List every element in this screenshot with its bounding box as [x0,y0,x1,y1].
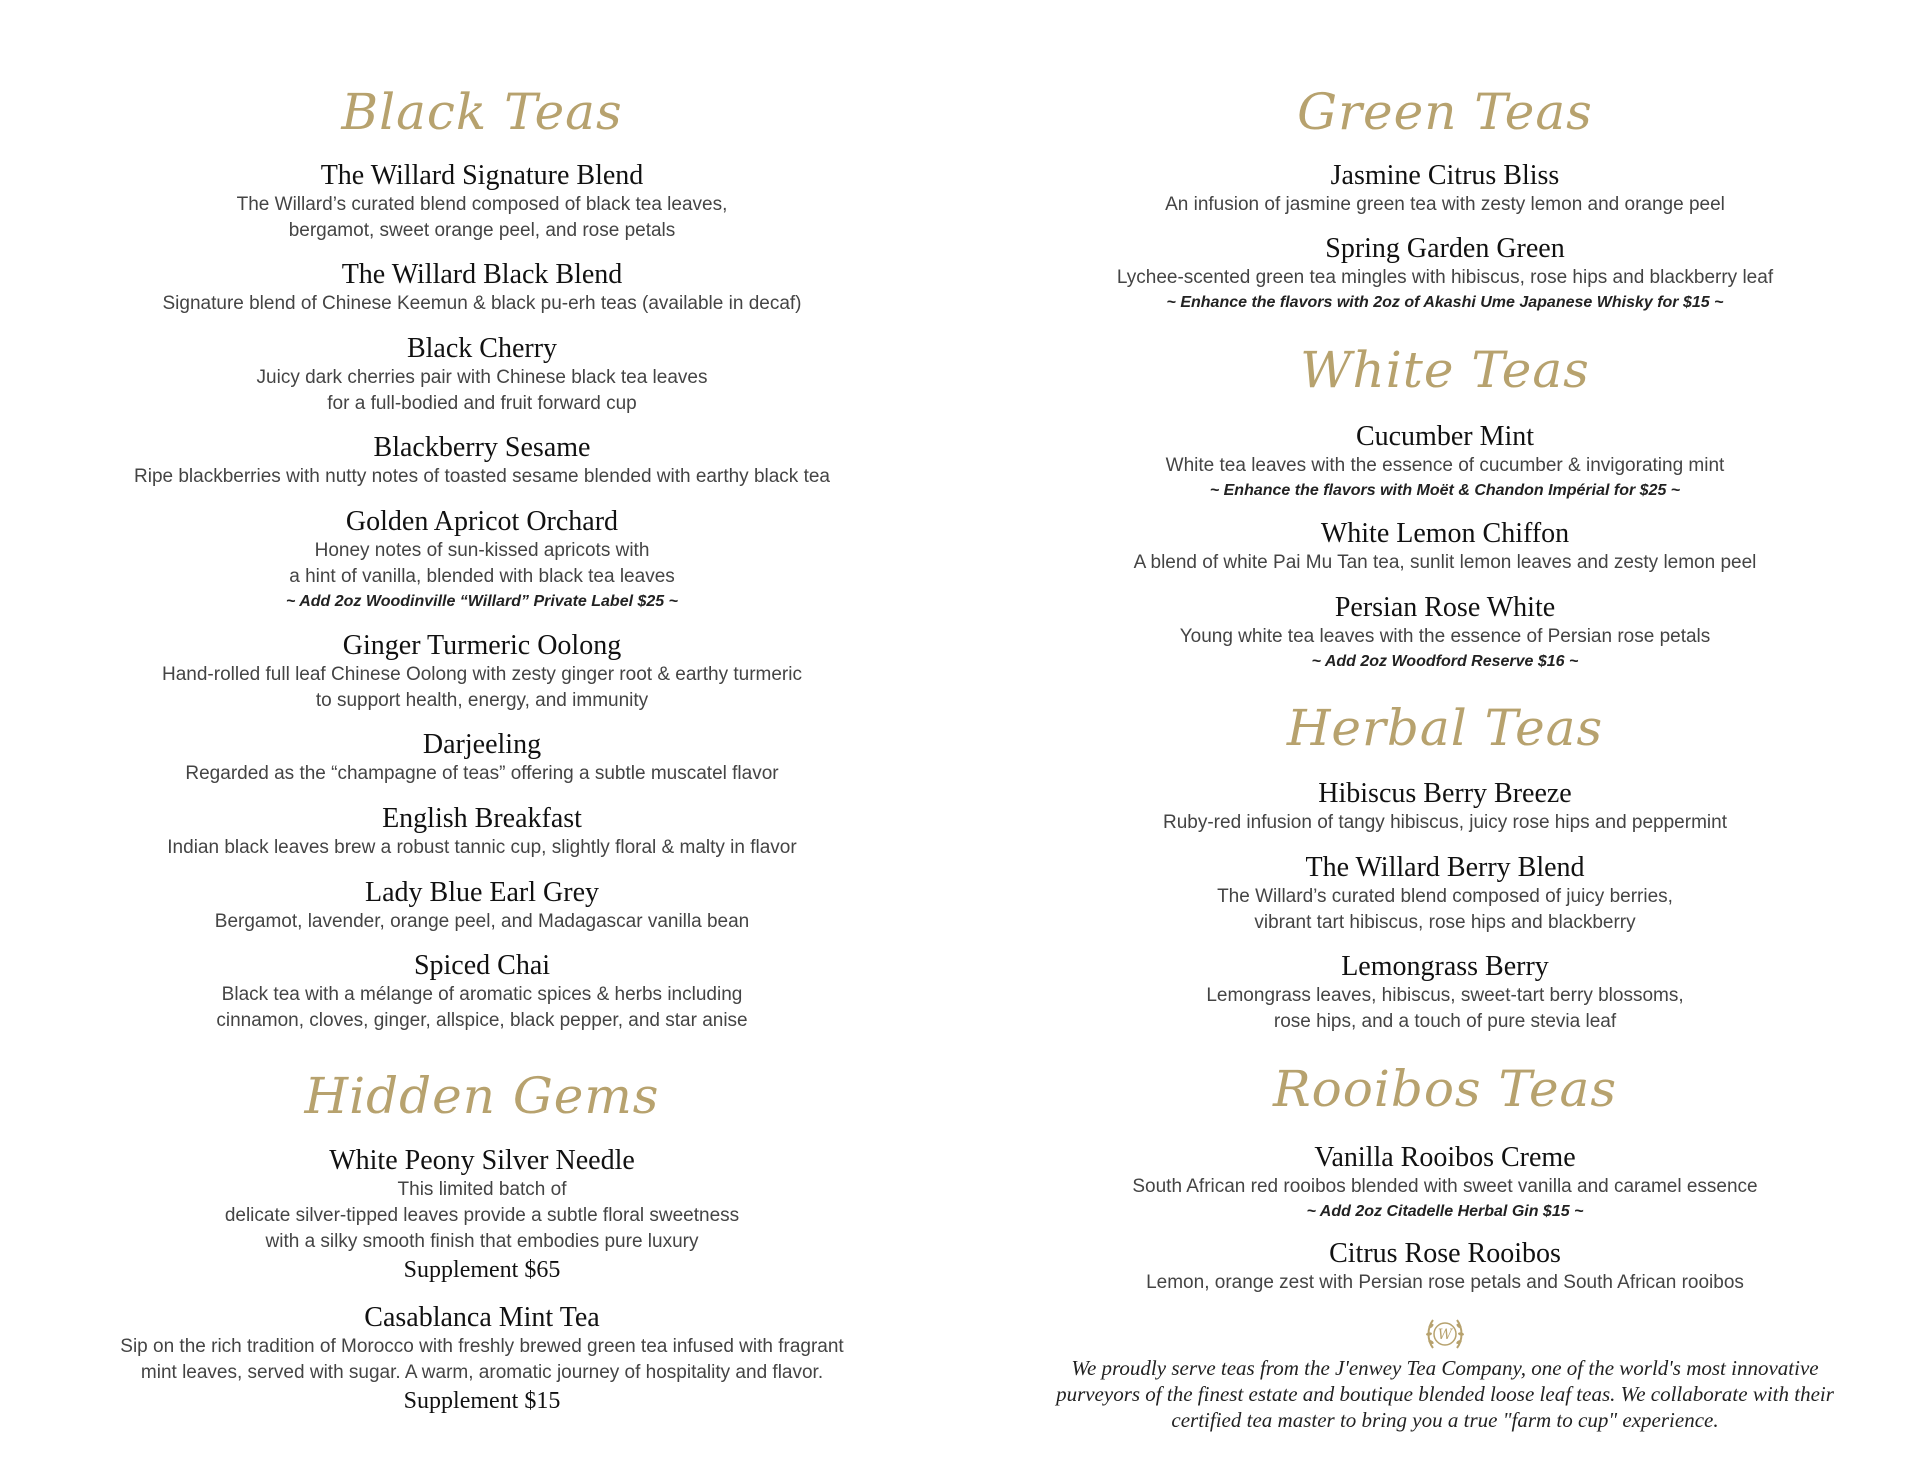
menu-item [1030,160,1860,218]
footer-statement [1030,1355,1860,1433]
item-desc: A blend of white Pai Mu Tan tea, sunlit lemon leaves and zesty lemon peel [1133,552,1757,573]
item-desc: The Willard’s curated blend composed of black tea leaves, [236,194,728,215]
menu-item [1030,421,1860,503]
menu-item [80,729,884,787]
item-pairing-note: ~ Add 2oz Woodford Reserve $16 ~ [1311,653,1579,670]
menu-item [1030,233,1860,315]
item-desc: Indian black leaves brew a robust tannic cup, slightly floral & malty in flavor [167,837,797,858]
item-name: The Willard Berry Blend [1305,852,1585,883]
item-desc: The Willard’s curated blend composed of juicy berries, [1217,886,1673,907]
item-name: Ginger Turmeric Oolong [342,630,622,661]
item-name: Casablanca Mint Tea [364,1302,600,1333]
menu-item [80,160,884,244]
footer-line: certified tea master to bring you a true "farm to cup" experience. [1171,1408,1719,1432]
menu-item [80,333,884,417]
item-price: Supplement $65 [403,1257,561,1283]
item-desc: South African red rooibos blended with sweet vanilla and caramel essence [1132,1176,1758,1197]
section-title-white-teas: White Teas [1300,341,1590,399]
item-desc: vibrant tart hibiscus, rose hips and blackberry [1254,912,1636,933]
item-desc: Young white tea leaves with the essence of Persian rose petals [1179,626,1711,647]
item-name: Black Cherry [406,333,558,364]
menu-item [80,259,884,317]
menu-item [1030,852,1860,936]
item-desc: Honey notes of sun-kissed apricots with [314,540,650,561]
item-name: Vanilla Rooibos Creme [1314,1142,1576,1173]
item-price: Supplement $15 [403,1388,561,1414]
hotel-logo [1030,1312,1860,1356]
item-desc: a hint of vanilla, blended with black tea leaves [289,566,675,587]
menu-item [1030,951,1860,1035]
section-title-herbal-teas: Herbal Teas [1286,699,1604,757]
item-name: The Willard Black Blend [341,259,623,290]
item-desc: Lychee-scented green tea mingles with hibiscus, rose hips and blackberry leaf [1116,267,1774,288]
item-name: Spiced Chai [413,950,551,981]
menu-item [1030,1238,1860,1296]
item-desc: for a full-bodied and fruit forward cup [327,393,637,414]
menu-item [80,630,884,714]
item-desc: Hand-rolled full leaf Chinese Oolong with zesty ginger root & earthy turmeric [162,664,802,685]
item-desc: delicate silver-tipped leaves provide a subtle floral sweetness [224,1205,740,1226]
item-name: Lady Blue Earl Grey [364,877,600,908]
item-name: Hibiscus Berry Breeze [1318,778,1572,809]
menu-item [80,1145,884,1285]
footer-line: We proudly serve teas from the J'enwey Tea Company, one of the world's most innovative [1071,1356,1819,1380]
item-desc: mint leaves, served with sugar. A warm, aromatic journey of hospitality and flavor. [140,1362,824,1383]
item-desc: to support health, energy, and immunity [315,690,649,711]
item-desc: Regarded as the “champagne of teas” offering a subtle muscatel flavor [185,763,779,784]
item-desc: with a silky smooth finish that embodies pure luxury [265,1231,699,1252]
item-name: Lemongrass Berry [1341,951,1549,982]
menu-item [80,506,884,614]
footer-line: purveyors of the finest estate and boutique blended loose leaf teas. We collaborate with their [1056,1382,1834,1406]
item-desc: Ripe blackberries with nutty notes of toasted sesame blended with earthy black tea [134,466,830,487]
section-title-black-teas: Black Teas [341,83,623,141]
item-desc: This limited batch of [397,1179,567,1200]
section-title-rooibos-teas: Rooibos Teas [1272,1060,1618,1118]
menu-item [80,950,884,1034]
item-name: Darjeeling [422,729,542,760]
menu-item [1030,1142,1860,1224]
item-desc: rose hips, and a touch of pure stevia leaf [1273,1011,1617,1032]
item-name: Citrus Rose Rooibos [1329,1238,1561,1269]
item-desc: Signature blend of Chinese Keemun & black pu-erh teas (available in decaf) [162,293,802,314]
item-desc: Juicy dark cherries pair with Chinese black tea leaves [256,367,708,388]
menu-item [1030,778,1860,836]
laurel-crest-icon [1423,1312,1467,1356]
item-pairing-note: ~ Enhance the flavors with 2oz of Akashi Ume Japanese Whisky for $15 ~ [1166,294,1724,311]
item-name: Persian Rose White [1334,592,1556,623]
logo-letter: W [1437,1327,1453,1343]
item-desc: cinnamon, cloves, ginger, allspice, black pepper, and star anise [216,1010,748,1031]
menu-item [80,877,884,935]
item-name: Golden Apricot Orchard [345,506,619,537]
menu-item [1030,592,1860,674]
item-desc: White tea leaves with the essence of cucumber & invigorating mint [1165,455,1725,476]
item-pairing-note: ~ Enhance the flavors with Moët & Chandon Impérial for $25 ~ [1209,482,1681,499]
item-name: Spring Garden Green [1325,233,1565,264]
item-name: Cucumber Mint [1355,421,1535,452]
item-desc: Bergamot, lavender, orange peel, and Madagascar vanilla bean [214,911,750,932]
menu-item [80,432,884,490]
item-desc: Ruby-red infusion of tangy hibiscus, juicy rose hips and peppermint [1163,812,1727,833]
menu-item [80,1302,884,1416]
item-name: The Willard Signature Blend [320,160,644,191]
item-name: English Breakfast [382,803,582,834]
item-name: White Lemon Chiffon [1320,518,1570,549]
item-name: Blackberry Sesame [373,432,591,463]
item-desc: Lemon, orange zest with Persian rose petals and South African rooibos [1146,1272,1744,1293]
item-desc: Black tea with a mélange of aromatic spices & herbs including [221,984,743,1005]
menu-item [80,803,884,861]
section-title-green-teas: Green Teas [1297,83,1593,141]
item-desc: bergamot, sweet orange peel, and rose petals [288,220,676,241]
item-name: Jasmine Citrus Bliss [1330,160,1560,191]
item-desc: Sip on the rich tradition of Morocco with freshly brewed green tea infused with fragrant [120,1336,844,1357]
item-desc: An infusion of jasmine green tea with zesty lemon and orange peel [1165,194,1725,215]
menu-item [1030,518,1860,576]
item-desc: Lemongrass leaves, hibiscus, sweet-tart berry blossoms, [1206,985,1684,1006]
item-pairing-note: ~ Add 2oz Woodinville “Willard” Private Label $25 ~ [286,593,678,610]
section-title-hidden-gems: Hidden Gems [304,1067,660,1125]
item-pairing-note: ~ Add 2oz Citadelle Herbal Gin $15 ~ [1306,1203,1584,1220]
item-name: White Peony Silver Needle [329,1145,635,1176]
